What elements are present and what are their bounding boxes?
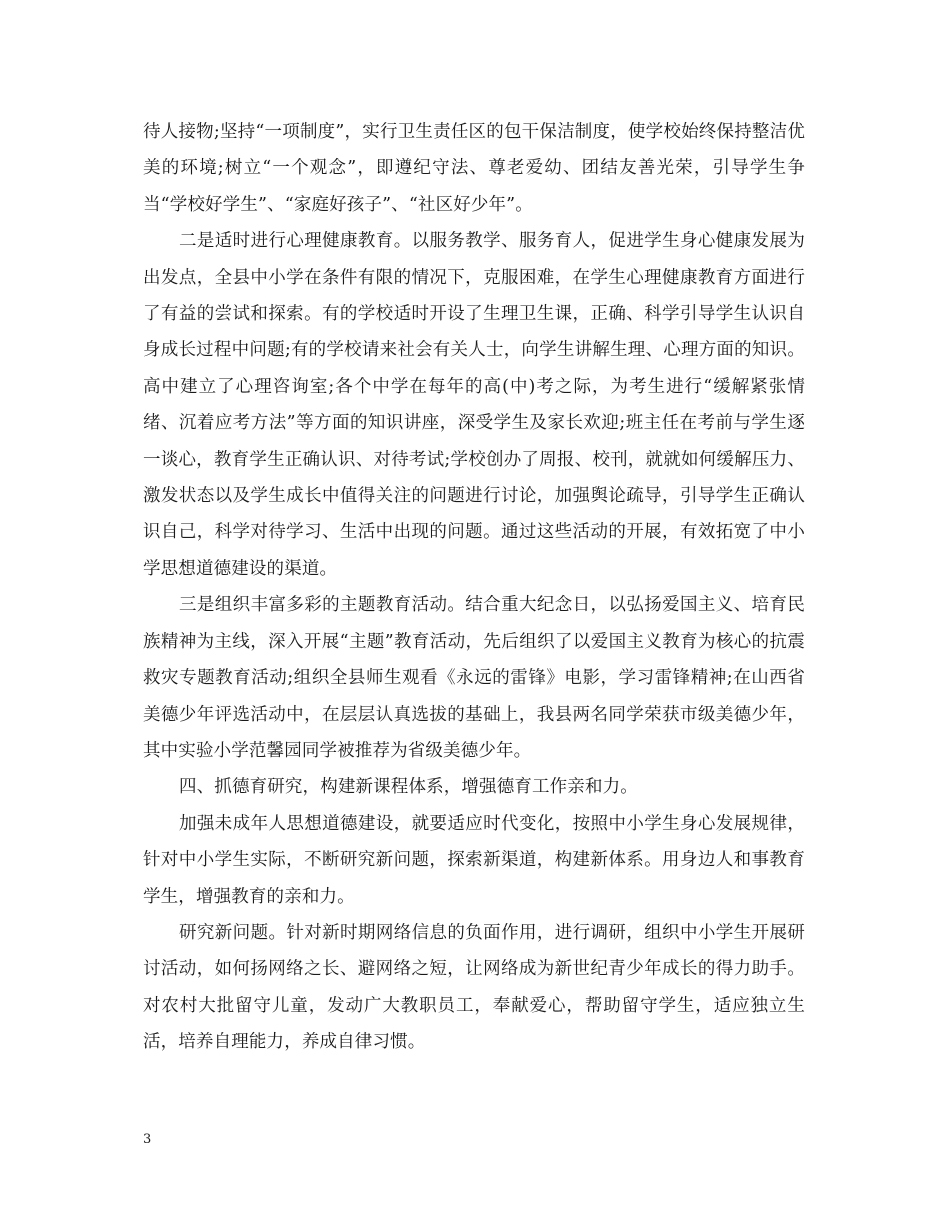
paragraph-3: 三是组织丰富多彩的主题教育活动。结合重大纪念日，以弘扬爱国主义、培育民族精神为主线，深入开展“主题”教育活动，先后组织了以爱国主义教育为核心的抗震救灾专题教育活动;组织全县师生观看《永远的雷锋》电影，学习雷锋精神;在山西省美德少年评选活动中，在层层认真选拔的基础上，我县两名同学荣获市级美德少年，其中实验小学范馨园同学被推荐为省级美德少年。 (143, 595, 805, 761)
page-body (143, 114, 805, 1061)
page-number: 3 (143, 1132, 152, 1147)
paragraph-5: 加强未成年人思想道德建设，就要适应时代变化，按照中小学生身心发展规律，针对中小学生实际，不断研究新问题，探索新渠道，构建新体系。用身边人和事教育学生，增强教育的亲和力。 (143, 813, 805, 907)
paragraph-6: 研究新问题。针对新时期网络信息的负面作用，进行调研，组织中小学生开展研讨活动，如何扬网络之长、避网络之短，让网络成为新世纪青少年成长的得力助手。对农村大批留守儿童，发动广大教职员工，奉献爱心，帮助留守学生，适应独立生活，培养自理能力，养成自律习惯。 (143, 922, 805, 1053)
paragraph-1: 待人接物;坚持“一项制度”，实行卫生责任区的包干保洁制度，使学校始终保持整洁优美的环境;树立“一个观念”，即遵纪守法、尊老爱幼、团结友善光荣，引导学生争当“学校好学生”、“家庭好孩子”、“社区好少年”。 (143, 122, 805, 215)
paragraph-4-heading: 四、抓德育研究，构建新课程体系，增强德育工作亲和力。 (179, 777, 638, 798)
paragraph-2: 二是适时进行心理健康教育。以服务教学、服务育人，促进学生身心健康发展为出发点，全县中小学在条件有限的情况下，克服困难，在学生心理健康教育方面进行了有益的尝试和探索。有的学校适时开设了生理卫生课，正确、科学引导学生认识自身成长过程中问题;有的学校请来社会有关人士，向学生讲解生理、心理方面的知识。高中建立了心理咨询室;各个中学在每年的高(中)考之际，为考生进行“缓解紧张情绪、沉着应考方法”等方面的知识讲座，深受学生及家长欢迎;班主任在考前与学生逐一谈心，教育学生正确认识、对待考试;学校创办了周报、校刊，就就如何缓解压力、激发状态以及学生成长中值得关注的问题进行讨论，加强舆论疏导，引导学生正确认识自己，科学对待学习、生活中出现的问题。通过这些活动的开展，有效拓宽了中小学思想道德建设的渠道。 (143, 231, 805, 579)
